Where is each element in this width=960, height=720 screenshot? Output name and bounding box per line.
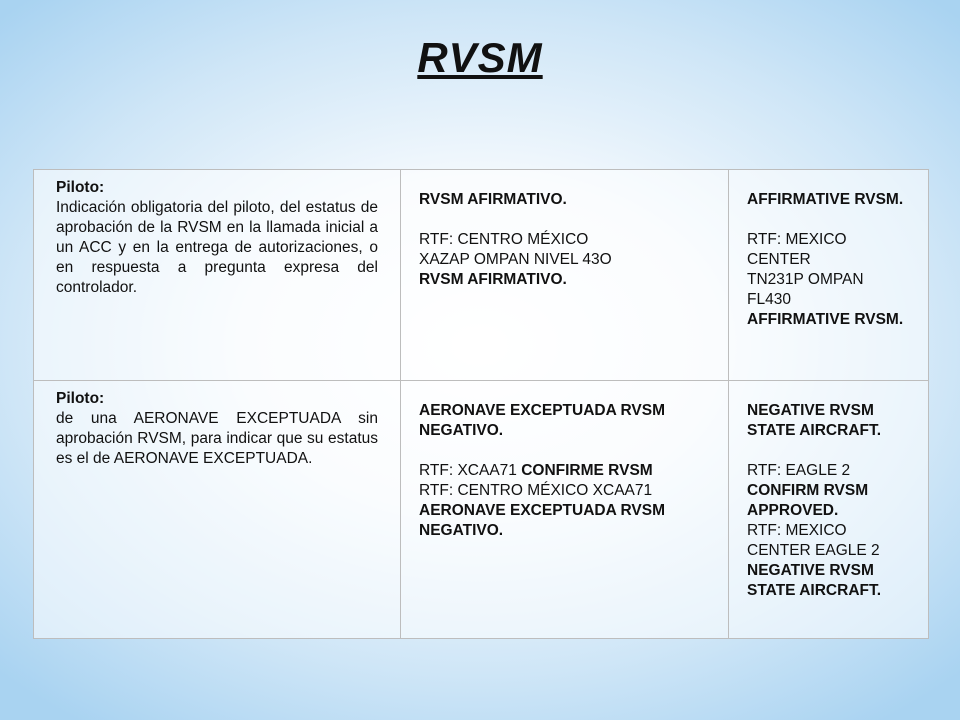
pilot-description-cell [34, 381, 401, 639]
pilot-description-cell [34, 170, 401, 381]
rvsm-phraseology-table [33, 169, 929, 639]
pilot-description: Indicación obligatoria del piloto, del estatus de aprobación de la RVSM en la llamada inicial a un ACC y en la entrega de autorizaciones, o en respuesta a pregunta expresa del controlador. [56, 199, 378, 296]
spanish-rtf-line: RTF: CENTRO MÉXICO [419, 231, 589, 248]
english-rtf-line [747, 461, 910, 521]
rtf-prefix: RTF: EAGLE 2 [747, 462, 851, 479]
english-rtf-line [747, 521, 910, 601]
rtf-prefix: RTF: CENTRO MÉXICO XCAA71 [419, 482, 653, 499]
rtf-bold-phrase: NEGATIVE RVSM STATE AIRCRAFT. [747, 562, 882, 599]
rtf-prefix: RTF: XCAA71 [419, 462, 522, 479]
spanish-rtf-line [419, 461, 710, 481]
pilot-label: Piloto: [56, 390, 105, 407]
spanish-phraseology-cell [401, 381, 729, 639]
spanish-phraseology-cell [401, 170, 729, 381]
spanish-rtf-line [419, 481, 710, 541]
rtf-prefix: RTF: MEXICO CENTER EAGLE 2 [747, 522, 880, 559]
english-phraseology-cell [729, 170, 929, 381]
english-rtf-line: RTF: MEXICO CENTER [747, 231, 847, 268]
rtf-bold-phrase: CONFIRME RVSM [521, 462, 653, 479]
spanish-phrase: RVSM AFIRMATIVO. [419, 191, 567, 208]
spanish-rtf-line: RVSM AFIRMATIVO. [419, 271, 567, 288]
english-rtf-line: AFFIRMATIVE RVSM. [747, 311, 904, 328]
pilot-label: Piloto: [56, 179, 105, 196]
spanish-rtf-line: XAZAP OMPAN NIVEL 43O [419, 251, 612, 268]
rtf-bold-phrase: AERONAVE EXCEPTUADA RVSM NEGATIVO. [419, 502, 666, 539]
pilot-description: de una AERONAVE EXCEPTUADA sin aprobación RVSM, para indicar que su estatus es el de AERONAVE EXCEPTUADA. [56, 410, 378, 467]
english-phrase: NEGATIVE RVSM STATE AIRCRAFT. [747, 402, 882, 439]
english-rtf-line: TN231P OMPAN FL430 [747, 271, 864, 308]
table-row [34, 381, 929, 639]
english-phrase: AFFIRMATIVE RVSM. [747, 191, 904, 208]
table-row [34, 170, 929, 381]
spanish-phrase: AERONAVE EXCEPTUADA RVSM NEGATIVO. [419, 402, 666, 439]
rtf-bold-phrase: CONFIRM RVSM APPROVED. [747, 482, 869, 519]
english-phraseology-cell [729, 381, 929, 639]
page-title: RVSM [417, 34, 543, 81]
